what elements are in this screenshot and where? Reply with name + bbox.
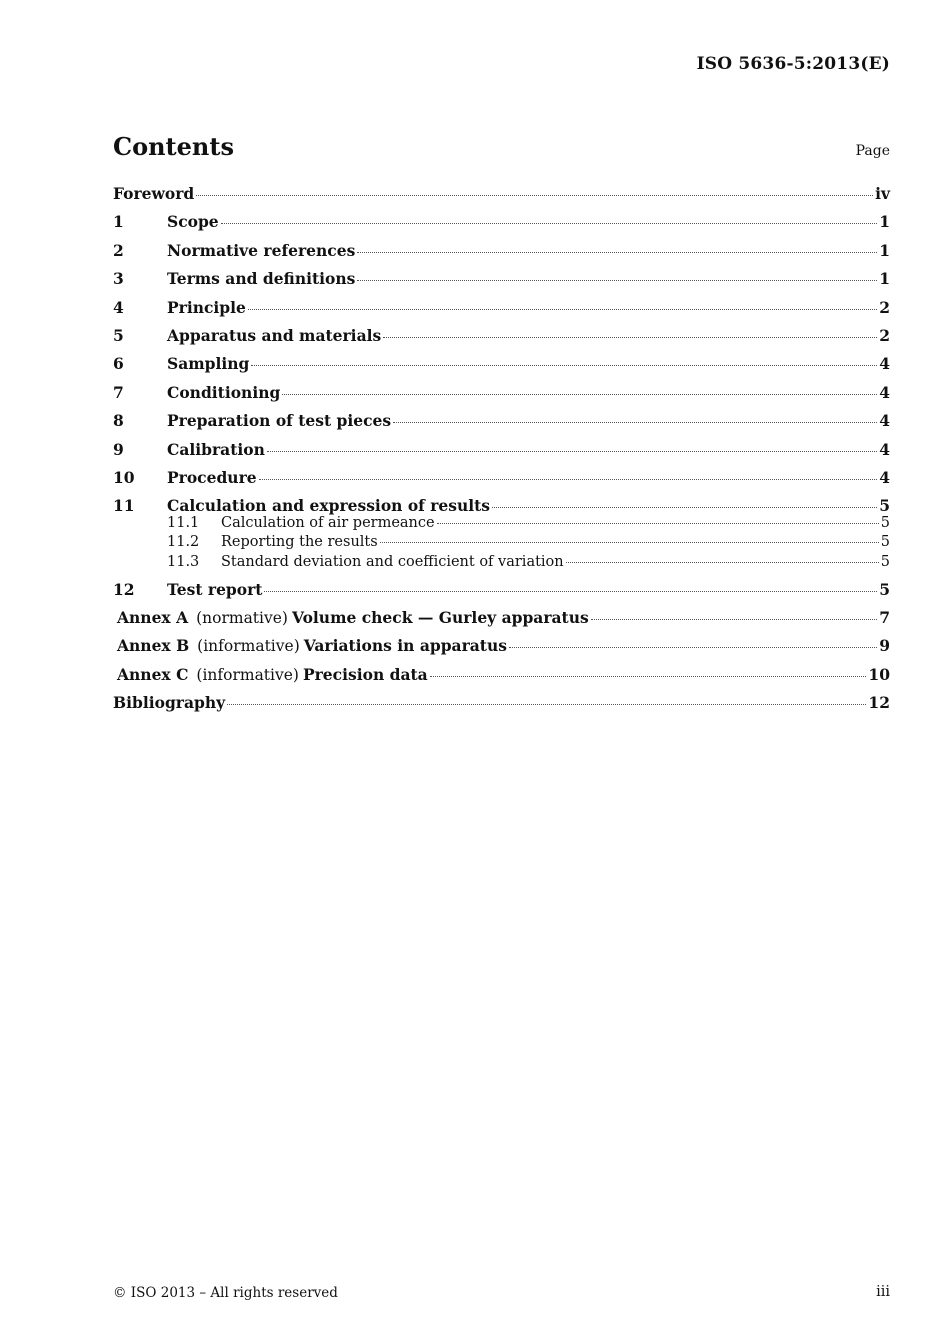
dot-leader <box>357 279 877 281</box>
toc-entry-clause[interactable] <box>113 468 890 496</box>
toc-entry-title: Foreword <box>113 184 195 203</box>
toc-entry-page: 4 <box>879 467 890 487</box>
toc-entry-title: Preparation of test pieces <box>167 411 392 431</box>
dot-leader <box>248 308 877 310</box>
dot-leader <box>383 336 877 338</box>
toc-entry-title: Calibration <box>167 439 265 459</box>
dot-leader <box>221 222 878 224</box>
toc-entry-number: 9 <box>113 439 124 459</box>
page-number: iii <box>876 1284 890 1300</box>
dot-leader <box>591 618 877 620</box>
toc-entry-page: 4 <box>879 411 890 431</box>
toc-entry-clause[interactable] <box>113 298 890 326</box>
toc-entry-page: 1 <box>879 212 890 232</box>
dot-leader <box>393 421 877 423</box>
toc-entry-page: 5 <box>880 553 890 570</box>
toc-entry-page: iv <box>875 184 890 203</box>
toc-entry-number: 5 <box>113 325 124 345</box>
toc-entry-page: 9 <box>879 636 890 656</box>
toc-entry-title: Reporting the results <box>221 534 378 551</box>
toc-entry-page: 12 <box>868 693 890 713</box>
toc-entry-bibliography[interactable] <box>113 693 890 721</box>
dot-leader <box>566 561 879 563</box>
toc-entry-clause[interactable] <box>113 241 890 269</box>
toc-entry-number: 8 <box>113 411 124 431</box>
toc-entry-title: Test report <box>167 579 263 599</box>
toc-entry-page: 10 <box>868 664 890 684</box>
dot-leader <box>380 541 879 543</box>
dot-leader <box>259 478 878 480</box>
toc-entry-foreword[interactable] <box>113 184 890 212</box>
toc-entry-title: Procedure <box>167 467 257 487</box>
toc-entry-number: 11 <box>113 496 135 516</box>
toc-entry-page: 1 <box>879 240 890 260</box>
toc-entry-title: Variations in apparatus <box>303 636 507 656</box>
page-title: Contents <box>113 132 234 161</box>
toc-entry-title: Precision data <box>302 664 428 684</box>
table-of-contents <box>113 184 890 722</box>
dot-leader <box>437 522 879 524</box>
toc-entry-page: 2 <box>879 325 890 345</box>
toc-entry-page: 5 <box>879 579 890 599</box>
annex-type: (informative) <box>197 637 300 656</box>
toc-entry-number: 3 <box>113 269 124 289</box>
annex-type: (informative) <box>196 665 299 684</box>
toc-entry-number: 10 <box>113 467 135 487</box>
toc-entry-page: 1 <box>879 269 890 289</box>
dot-leader <box>282 393 877 395</box>
toc-entry-number: 6 <box>113 354 124 374</box>
toc-entry-title: Apparatus and materials <box>167 325 382 345</box>
toc-entry-title: Normative references <box>167 240 356 260</box>
dot-leader <box>264 590 877 592</box>
toc-entry-clause[interactable] <box>113 383 890 411</box>
annex-label: Annex A <box>117 608 189 628</box>
copyright-notice: © ISO 2013 – All rights reserved <box>113 1285 338 1301</box>
toc-entry-number: 2 <box>113 240 124 260</box>
toc-entry-clause[interactable] <box>113 212 890 240</box>
toc-entry-number: 11.1 <box>167 514 200 531</box>
dot-leader <box>251 364 877 366</box>
toc-entry-title: Terms and definitions <box>167 269 356 289</box>
toc-entry-subclause[interactable] <box>113 515 890 535</box>
dot-leader <box>509 646 877 648</box>
toc-entry-clause[interactable] <box>113 411 890 439</box>
toc-entry-clause[interactable] <box>113 354 890 382</box>
toc-entry-page: 5 <box>880 534 890 551</box>
toc-entry-title: Principle <box>167 297 246 317</box>
toc-entry-title: Scope <box>167 212 219 232</box>
toc-entry-number: 1 <box>113 212 124 232</box>
toc-entry-annex[interactable] <box>113 636 890 664</box>
page-column-label: Page <box>855 143 890 159</box>
toc-entry-number: 11.2 <box>167 534 200 551</box>
toc-entry-page: 4 <box>879 439 890 459</box>
toc-entry-title: Conditioning <box>167 382 281 402</box>
toc-entry-page: 5 <box>879 496 890 516</box>
toc-entry-page: 2 <box>879 297 890 317</box>
toc-entry-clause[interactable] <box>113 580 890 608</box>
toc-entry-number: 11.3 <box>167 553 200 570</box>
dot-leader <box>492 506 877 508</box>
dot-leader <box>267 450 877 452</box>
toc-entry-subclause[interactable] <box>113 554 890 580</box>
toc-entry-page: 7 <box>879 608 890 628</box>
toc-entry-number: 4 <box>113 297 124 317</box>
toc-entry-number: 12 <box>113 579 135 599</box>
annex-type: (normative) <box>196 609 288 628</box>
dot-leader <box>196 194 873 196</box>
annex-label: Annex C <box>117 664 189 684</box>
toc-entry-page: 4 <box>879 354 890 374</box>
toc-entry-title: Volume check — Gurley apparatus <box>291 608 589 628</box>
toc-entry-number: 7 <box>113 382 124 402</box>
toc-entry-title: Calculation and expression of results <box>167 496 491 516</box>
toc-entry-clause[interactable] <box>113 440 890 468</box>
toc-entry-clause[interactable] <box>113 326 890 354</box>
toc-entry-title: Standard deviation and coefficient of variation <box>221 553 564 570</box>
toc-entry-title: Sampling <box>167 354 250 374</box>
toc-entry-title: Calculation of air permeance <box>221 514 435 531</box>
toc-entry-page: 5 <box>880 514 890 531</box>
document-id: ISO 5636-5:2013(E) <box>696 54 890 74</box>
toc-entry-clause[interactable] <box>113 269 890 297</box>
toc-entry-annex[interactable] <box>113 665 890 693</box>
dot-leader <box>430 675 867 677</box>
dot-leader <box>357 251 877 253</box>
toc-entry-page: 4 <box>879 382 890 402</box>
annex-label: Annex B <box>117 636 190 656</box>
toc-entry-title: Bibliography <box>113 693 226 713</box>
dot-leader <box>227 703 866 705</box>
toc-entry-annex[interactable] <box>113 608 890 636</box>
toc-entry-subclause[interactable] <box>113 534 890 554</box>
